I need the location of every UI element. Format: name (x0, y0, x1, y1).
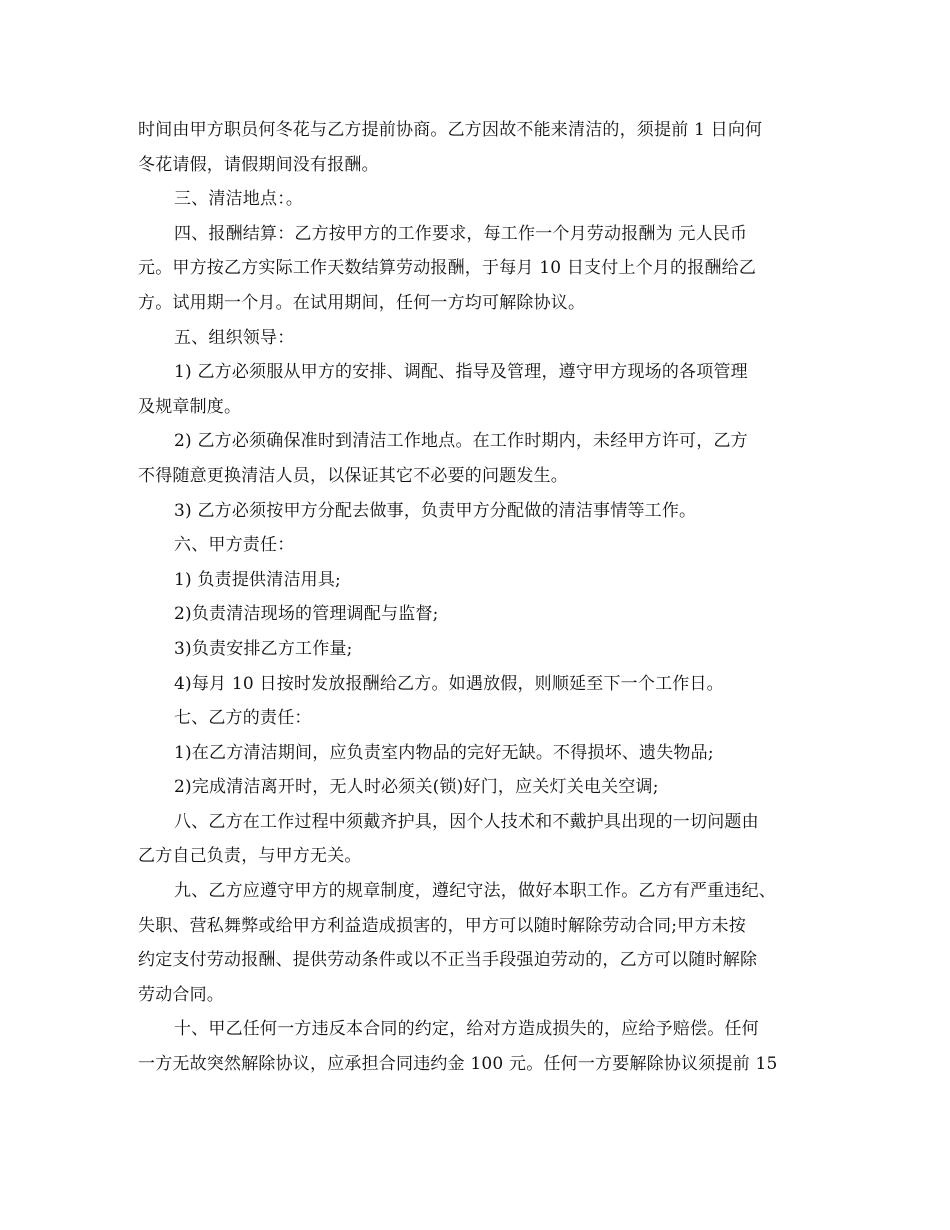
section-heading-4: 四、报酬结算：乙方按甲方的工作要求，每工作一个月劳动报酬为 元人民币 (174, 223, 748, 244)
section-heading-5: 五、组织领导： (174, 327, 295, 348)
text-line: 不得随意更换清洁人员，以保证其它不必要的问题发生。 (138, 465, 568, 486)
document-page (138, 113, 828, 1082)
text-line: 方。试用期一个月。在试用期间，任何一方均可解除协议。 (138, 292, 586, 313)
list-item: 2)负责清洁现场的管理调配与监督; (174, 604, 439, 625)
text-line: 劳动合同。 (138, 984, 224, 1005)
list-item: 1)在乙方清洁期间，应负责室内物品的完好无缺。不得损坏、遗失物品; (174, 742, 714, 763)
list-item: 3)负责安排乙方工作量; (174, 638, 353, 659)
list-item: 4)每月 10 日按时发放报酬给乙方。如遇放假，则顺延至下一个工作日。 (174, 673, 724, 694)
text-line: 失职、营私舞弊或给甲方利益造成损害的，甲方可以随时解除劳动合同;甲方未按 (138, 915, 746, 936)
list-item: 1) 乙方必须服从甲方的安排、调配、指导及管理，遵守甲方现场的各项管理 (174, 362, 748, 383)
section-heading-7: 七、乙方的责任： (174, 708, 312, 729)
text-line: 时间由甲方职员何冬花与乙方提前协商。乙方因故不能来清洁的，须提前 1 日向何 (138, 120, 763, 140)
section-heading-6: 六、甲方责任： (174, 535, 295, 556)
text-line: 及规章制度。 (138, 396, 242, 417)
section-heading-8: 八、乙方在工作过程中须戴齐护具，因个人技术和不戴护具出现的一切问题由 (174, 811, 759, 832)
section-heading-9: 九、乙方应遵守甲方的规章制度，遵纪守法，做好本职工作。乙方有严重违纪、 (174, 881, 776, 902)
text-line: 一方无故突然解除协议，应承担合同违约金 100 元。任何一方要解除协议须提前 15 (138, 1054, 778, 1075)
list-item: 2)完成清洁离开时，无人时必须关(锁)好门，应关灯关电关空调; (174, 777, 659, 798)
section-heading-3: 三、清洁地点：。 (174, 189, 304, 210)
text-line: 约定支付劳动报酬、提供劳动条件或以不正当手段强迫劳动的，乙方可以随时解除 (138, 950, 758, 971)
text-line: 冬花请假，请假期间没有报酬。 (138, 154, 379, 175)
text-line: 乙方自己负责，与甲方无关。 (138, 846, 362, 867)
list-item: 3) 乙方必须按甲方分配去做事，负责甲方分配做的清洁事情等工作。 (174, 500, 697, 521)
list-item: 2) 乙方必须确保准时到清洁工作地点。在工作时期内，未经甲方许可，乙方 (174, 431, 748, 452)
section-heading-10: 十、甲乙任何一方违反本合同的约定，给对方造成损失的，应给予赔偿。任何 (174, 1019, 759, 1040)
text-line: 元。甲方按乙方实际工作天数结算劳动报酬，于每月 10 日支付上个月的报酬给乙 (138, 258, 757, 279)
list-item: 1) 负责提供清洁用具; (174, 569, 341, 590)
